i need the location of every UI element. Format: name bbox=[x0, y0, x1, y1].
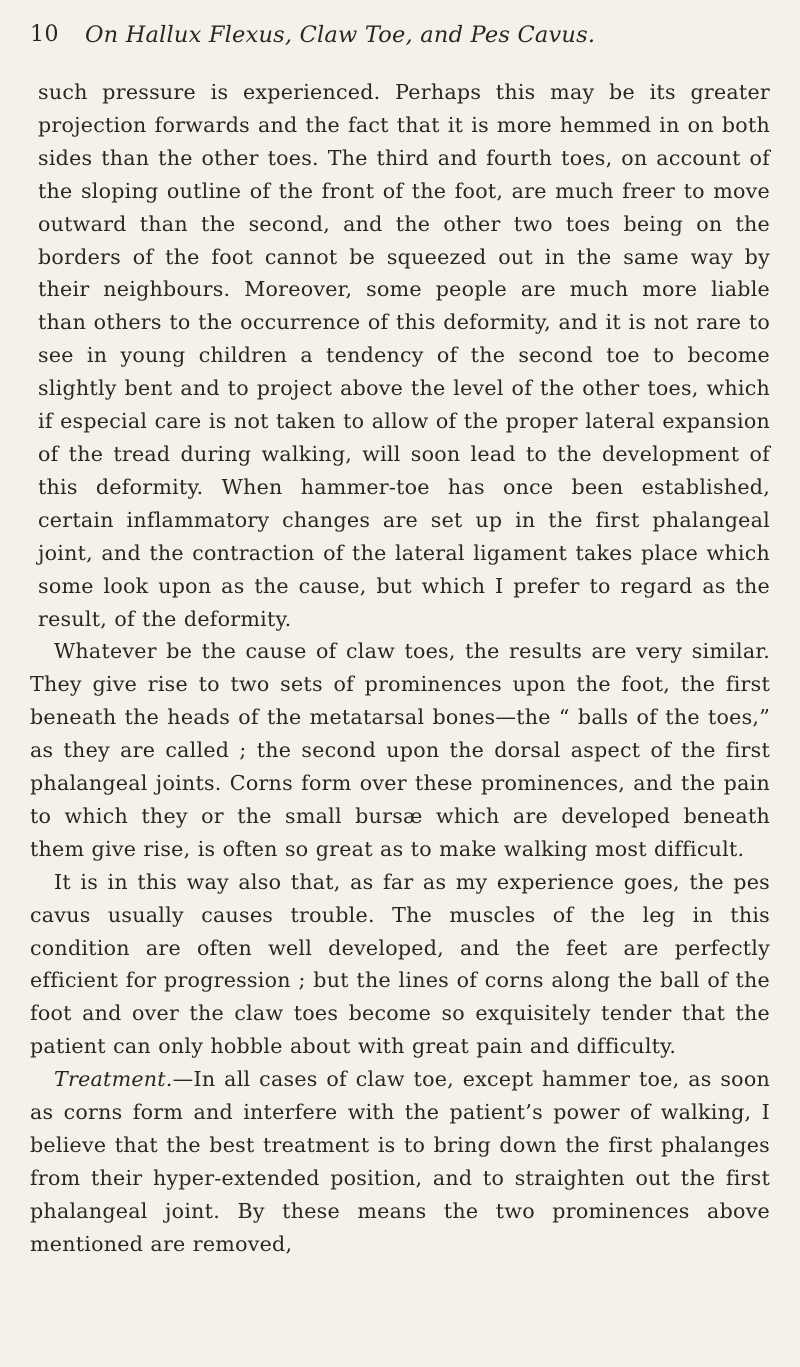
body-text bbox=[30, 76, 770, 1261]
paragraph-2-text: Whatever be the cause of claw toes, the results are very similar. They give rise to two sets of prominences upon the foot, the first beneath the heads of the metatarsal bones—the “ balls of the toes,” as they are called ; the second upon the dorsal aspect of the first phalangeal joints. Corns form over these prominences, and the pain to which they or the small bursæ which are developed beneath them give rise, is often so great as to make walking most difficult. bbox=[30, 639, 770, 861]
running-title: On Hallux Flexus, Claw Toe, and Pes Cavus. bbox=[85, 22, 596, 48]
running-head bbox=[30, 22, 770, 58]
paragraph-3 bbox=[30, 866, 770, 1063]
paragraph-3-text: It is in this way also that, as far as my experience goes, the pes cavus usually causes trouble. The muscles of the leg in this condition are often well developed, and the feet are perfectly efficient for progression ; but the lines of corns along the ball of the foot and over the claw toes become so exquisitely tender that the patient can only hobble about with great pain and difficulty. bbox=[30, 869, 770, 1059]
paragraph-2 bbox=[30, 635, 770, 865]
paragraph-1-text: such pressure is experienced. Perhaps this may be its greater projection forwards and the fact that it is more hemmed in on both sides than the other toes. The third and fourth toes, on account of the sloping outline of the front of the foot, are much freer to move outward than the second, and the other two toes being on the borders of the foot cannot be squeezed out in the same way by their neighbours. Moreover, some people are much more liable than others to the occurrence of this deformity, and it is not rare to see in young children a tendency of the second toe to become slightly bent and to project above the level of the other toes, which if especial care is not taken to allow of the proper lateral expansion of the tread during walking, will soon lead to the development of this deformity. When hammer-toe has once been established, certain inflammatory changes are set up in the first phalangeal joint, and the contraction of the lateral ligament takes place which some look upon as the cause, but which I prefer to regard as the result, of the deformity. bbox=[38, 80, 770, 631]
paragraph-4-text: —In all cases of claw toe, except hammer toe, as soon as corns form and interfere with the patient’s power of walking, I believe that the best treatment is to bring down the first phalanges from their hyper-extended position, and to straighten out the first phalangeal joint. By these means the two prominences above mentioned are removed, bbox=[30, 1067, 770, 1256]
treatment-heading: Treatment. bbox=[54, 1067, 173, 1092]
paragraph-1 bbox=[30, 76, 770, 635]
paragraph-4 bbox=[30, 1063, 770, 1260]
page-number: 10 bbox=[30, 22, 59, 47]
